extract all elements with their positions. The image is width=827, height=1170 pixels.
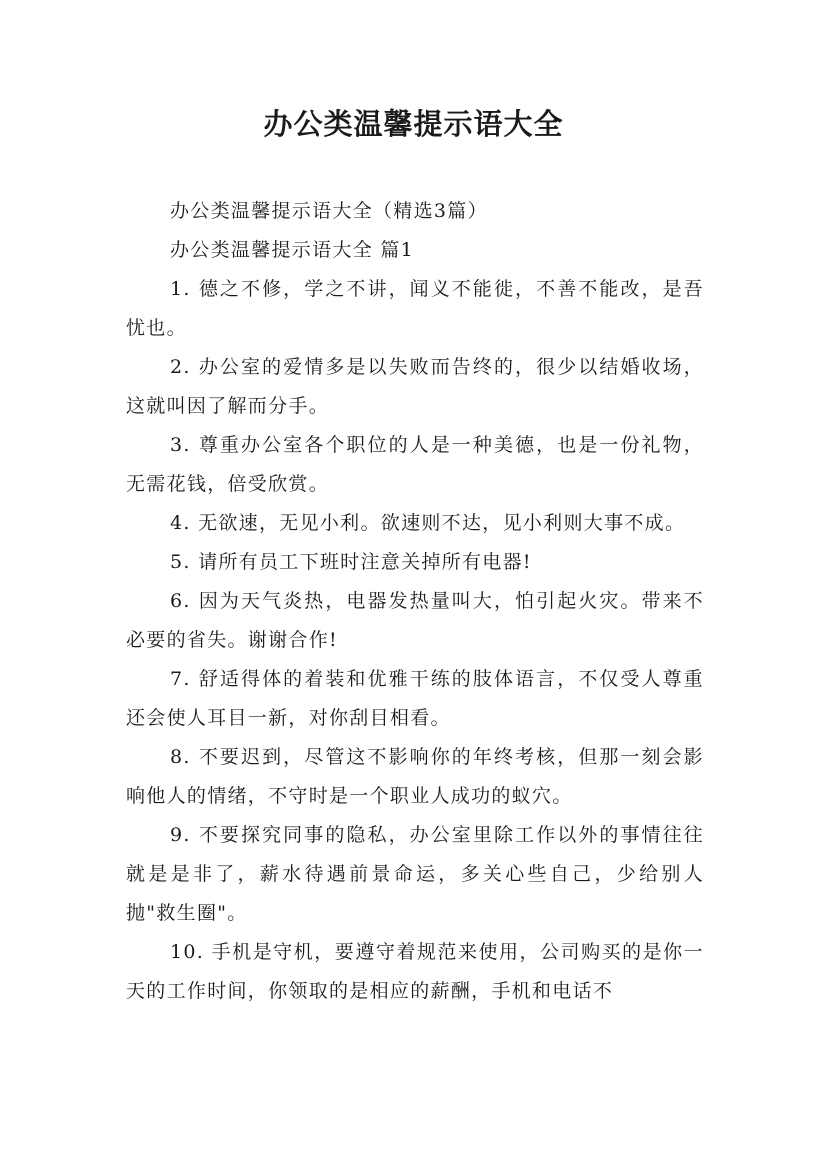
tip-item-10: 10. 手机是守机，要遵守着规范来使用，公司购买的是你一天的工作时间，你领取的是相应的薪酬，手机和电话不 <box>126 941 704 1002</box>
tip-item-9: 9. 不要探究同事的隐私，办公室里除工作以外的事情往往就是是非了，薪水待遇前景命运，多关心些自己，少给别人抛"救生圈"。 <box>126 824 704 924</box>
section-heading: 办公类温馨提示语大全 篇1 <box>170 239 415 261</box>
tip-item-8: 8. 不要迟到，尽管这不影响你的年终考核，但那一刻会影响他人的情绪，不守时是一个职业人成功的蚁穴。 <box>126 746 704 807</box>
tip-item-2: 2. 办公室的爱情多是以失败而告终的，很少以结婚收场，这就叫因了解而分手。 <box>126 356 704 417</box>
tip-item-5: 5. 请所有员工下班时注意关掉所有电器! <box>170 551 532 573</box>
tip-item-3: 3. 尊重办公室各个职位的人是一种美德，也是一份礼物，无需花钱，倍受欣赏。 <box>126 434 704 495</box>
document-body <box>126 192 704 1011</box>
subtitle-line: 办公类温馨提示语大全（精选3篇） <box>170 200 488 222</box>
tip-item-7: 7. 舒适得体的着装和优雅干练的肢体语言，不仅受人尊重还会使人耳目一新，对你刮目相看。 <box>126 668 704 729</box>
document-title: 办公类温馨提示语大全 <box>263 107 564 141</box>
tip-item-6: 6. 因为天气炎热，电器发热量叫大，怕引起火灾。带来不必要的省失。谢谢合作! <box>126 590 704 651</box>
tip-item-1: 1. 德之不修，学之不讲，闻义不能徙，不善不能改，是吾忧也。 <box>126 278 704 339</box>
tip-item-4: 4. 无欲速，无见小利。欲速则不达，见小利则大事不成。 <box>170 512 686 534</box>
